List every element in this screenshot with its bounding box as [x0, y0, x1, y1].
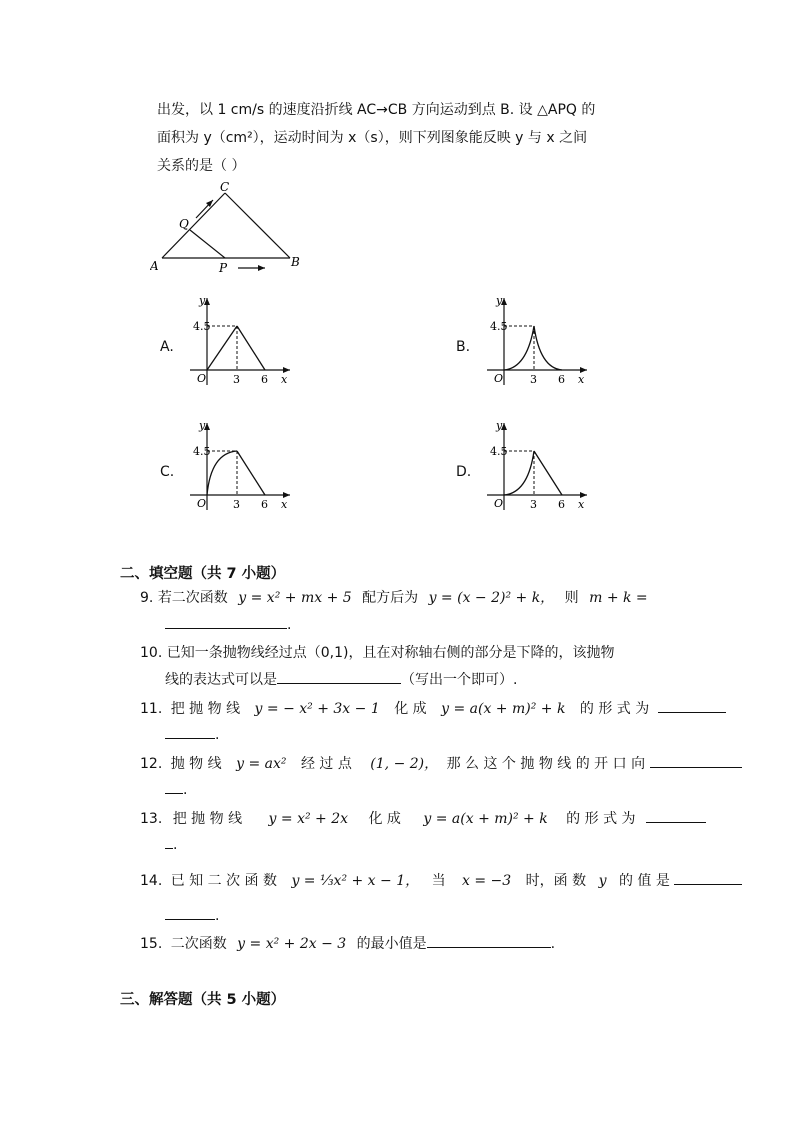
q9-text-a: 若二次函数 — [157, 590, 228, 606]
point-a-label: A — [150, 259, 159, 273]
q10-line-2 — [165, 669, 517, 690]
point-c-label: C — [220, 180, 230, 194]
q12-text-c: 那 么 这 个 抛 物 线 的 开 口 向 — [446, 756, 646, 772]
q14-formula-2: x = −3 — [462, 873, 512, 889]
x-end-label: 6 — [558, 373, 565, 386]
q14-text-b: 当 — [431, 873, 446, 889]
q11-formula-2: y = a(x + m)² + k — [441, 701, 566, 717]
q14-text-a: 已 知 二 次 函 数 — [170, 873, 277, 889]
q11-answer-line — [165, 724, 219, 745]
origin-label: O — [197, 372, 207, 385]
option-c-graph — [185, 415, 305, 515]
y-axis-label: y — [496, 294, 503, 307]
x-end-label: 6 — [261, 373, 268, 386]
q14-formula-3: y — [598, 873, 607, 889]
section-2-title: 二、填空题（共 7 小题） — [120, 566, 286, 582]
section-3-title: 三、解答题（共 5 小题） — [120, 992, 286, 1008]
q9-text-c: 则 — [564, 590, 579, 606]
option-c-label: C. — [160, 464, 175, 480]
q9-formula-3: m + k = — [589, 590, 648, 606]
q14-answer-line — [165, 905, 219, 926]
question-number: 14. — [140, 873, 163, 889]
q11-tail: . — [215, 727, 220, 743]
q9-answer-line — [165, 614, 291, 635]
question-number: 9. — [140, 590, 154, 606]
q12-formula-1: y = ax² — [236, 756, 287, 772]
q9-text-b: 配方后为 — [362, 590, 419, 606]
answer-blank[interactable] — [165, 905, 215, 920]
peak-label: 4.5 — [193, 445, 211, 458]
answer-blank[interactable] — [650, 753, 742, 768]
peak-label: 4.5 — [490, 320, 508, 333]
q13-formula-2: y = a(x + m)² + k — [423, 811, 548, 827]
point-p-label: P — [219, 261, 228, 273]
q13-formula-1: y = x² + 2x — [268, 811, 349, 827]
y-axis-label: y — [496, 419, 503, 432]
q13-tail: . — [173, 837, 178, 853]
q13-text-b: 化 成 — [368, 811, 401, 827]
question-number: 12. — [140, 756, 163, 772]
option-d-graph — [482, 415, 602, 515]
q14-tail: . — [215, 908, 220, 924]
q15-text-a: 二次函数 — [170, 936, 227, 952]
question-10 — [140, 643, 614, 663]
q11-text-a: 把 抛 物 线 — [170, 701, 241, 717]
option-a-label: A. — [160, 339, 174, 355]
q12-tail: . — [183, 782, 188, 798]
q10-text-a: 线的表达式可以是 — [165, 672, 277, 688]
x-mid-label: 3 — [530, 498, 537, 511]
answer-blank[interactable] — [165, 724, 215, 739]
q12-text-b: 经 过 点 — [300, 756, 352, 772]
question-number: 13. — [140, 811, 163, 827]
question-11 — [140, 698, 726, 719]
q13-answer-line — [165, 834, 177, 855]
x-mid-label: 3 — [233, 373, 240, 386]
answer-blank[interactable] — [646, 808, 706, 823]
x-mid-label: 3 — [530, 373, 537, 386]
y-axis-label: y — [199, 419, 206, 432]
answer-blank[interactable] — [165, 834, 173, 849]
x-end-label: 6 — [558, 498, 565, 511]
question-number: 11. — [140, 701, 163, 717]
option-d-label: D. — [456, 464, 472, 480]
q10-text-b: （写出一个即可）. — [401, 672, 518, 688]
intro-line-1: 出发，以 1 cm/s 的速度沿折线 AC→CB 方向运动到点 B. 设 △APQ 的 — [157, 102, 596, 118]
q15-formula-1: y = x² + 2x − 3 — [237, 936, 347, 952]
x-axis-label: x — [281, 373, 288, 386]
x-end-label: 6 — [261, 498, 268, 511]
q9-formula-1: y = x² + mx + 5 — [238, 590, 352, 606]
answer-blank[interactable] — [165, 614, 287, 629]
answer-blank[interactable] — [165, 779, 183, 794]
q10-line-1: 已知一条抛物线经过点（0,1)，且在对称轴右侧的部分是下降的，该抛物 — [166, 645, 615, 661]
question-14 — [140, 870, 742, 891]
question-number: 10. — [140, 645, 163, 661]
x-mid-label: 3 — [233, 498, 240, 511]
origin-label: O — [494, 497, 504, 510]
x-axis-label: x — [281, 498, 288, 511]
question-9 — [140, 588, 648, 608]
answer-blank[interactable] — [658, 698, 726, 713]
q11-formula-1: y = − x² + 3x − 1 — [254, 701, 380, 717]
origin-label: O — [494, 372, 504, 385]
origin-label: O — [197, 497, 207, 510]
x-axis-label: x — [578, 498, 585, 511]
option-a-graph — [185, 290, 305, 390]
q14-text-c: 时，函 数 — [525, 873, 587, 889]
question-12 — [140, 753, 742, 774]
y-axis-label: y — [199, 294, 206, 307]
x-axis-label: x — [578, 373, 585, 386]
option-b-label: B. — [456, 339, 471, 355]
peak-label: 4.5 — [193, 320, 211, 333]
intro-line-2: 面积为 y（cm²），运动时间为 x（s），则下列图象能反映 y 与 x 之间 — [157, 130, 588, 146]
q15-tail: . — [550, 936, 556, 952]
q13-text-a: 把 抛 物 线 — [172, 811, 243, 827]
q11-text-b: 化 成 — [394, 701, 427, 717]
q12-answer-line — [165, 779, 187, 800]
q11-text-c: 的 形 式 为 — [579, 701, 650, 717]
question-15 — [140, 933, 555, 954]
peak-label: 4.5 — [490, 445, 508, 458]
q9-tail: . — [287, 617, 292, 633]
answer-blank[interactable] — [674, 870, 742, 885]
q14-text-d: 的 值 是 — [618, 873, 670, 889]
answer-blank[interactable] — [277, 669, 401, 684]
intro-line-3: 关系的是（ ） — [157, 158, 246, 174]
option-b-graph — [482, 290, 602, 390]
triangle-figure — [150, 178, 310, 273]
q12-formula-2: (1, − 2)， — [370, 756, 439, 772]
answer-blank[interactable] — [427, 933, 551, 948]
point-q-label: Q — [179, 217, 189, 231]
q13-text-c: 的 形 式 为 — [566, 811, 636, 827]
q12-text-a: 抛 物 线 — [170, 756, 222, 772]
q9-formula-2: y = (x − 2)² + k， — [428, 590, 555, 606]
q15-text-b: 的最小值是 — [356, 936, 427, 952]
point-b-label: B — [291, 255, 300, 269]
q14-formula-1: y = ⅓x² + x − 1， — [291, 873, 420, 889]
question-number: 15. — [140, 936, 163, 952]
question-13 — [140, 808, 706, 829]
